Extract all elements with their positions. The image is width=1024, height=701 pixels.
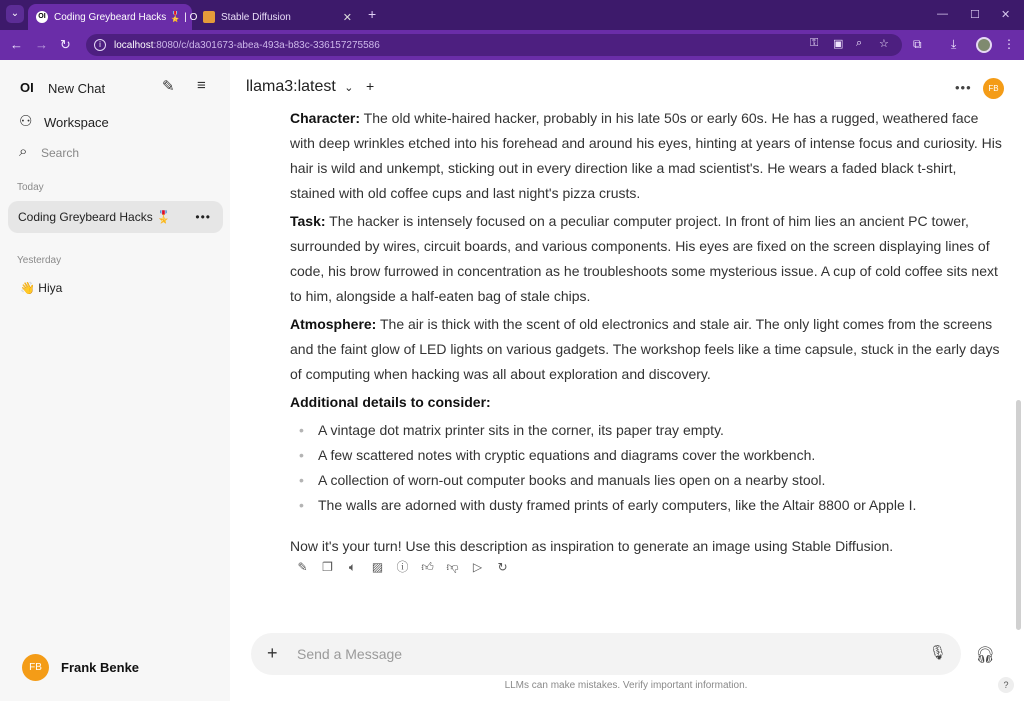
character-paragraph [290,106,1002,206]
address-bar[interactable] [86,34,902,56]
openwebui-favicon-icon: OI [36,11,48,23]
speaker-icon[interactable]: 🔈︎ [348,560,357,574]
chevron-down-icon[interactable]: ⌄ [344,82,354,94]
minimize-icon[interactable]: — [937,8,948,20]
compose-icon[interactable]: ✎ [162,78,175,95]
chat-options-icon[interactable]: ••• [195,210,211,224]
task-text: The hacker is intensely focused on a peculiar computer project. In front of him lies an ancient PC tower, surrounded by wires, circuit boards, and various components. His eyes are fixed on the screen displaying lines of code, his brow furrowed in concentration as he troubleshoots some mysterious issue. A cup of cold coffee sits next to him, alongside a half-eaten bag of stale chips. [290,213,998,304]
password-key-icon[interactable]: ⚿ [810,37,819,49]
tab-close-icon[interactable]: ✕ [342,11,352,24]
sidebar-toggle-icon[interactable]: ≡ [197,77,206,94]
chat-item-coding-greybeard[interactable] [8,201,223,233]
workspace-icon: ⚇ [19,113,33,130]
microphone-icon[interactable]: 🎙︎ [929,644,947,660]
url-host: localhost [114,39,154,51]
brand-logo[interactable]: OI [20,80,34,95]
message-composer [251,633,961,675]
chat-item-label: Coding Greybeard Hacks 🎖️ [18,210,172,224]
message-input[interactable] [297,643,897,665]
details-list [290,418,1002,518]
user-name: Frank Benke [61,660,140,675]
browser-tab-bar [0,0,1024,30]
thumbs-up-icon[interactable]: 👍︎ [421,560,434,574]
model-name: llama3:latest [246,78,336,95]
tab-title: Coding Greybeard Hacks 🎖️ | O [54,11,198,23]
user-menu[interactable] [22,654,139,681]
message-actions [295,560,510,575]
forward-icon[interactable]: → [35,37,48,52]
atmosphere-label: Atmosphere: [290,316,377,332]
workspace-link[interactable]: Workspace [44,115,109,130]
tab-coding-greybeard[interactable] [28,4,198,30]
list-item: • The walls are adorned with dusty framed prints of early computers, like the Altair 8800 or Apple I. [290,493,1002,518]
new-tab-icon[interactable]: + [368,6,377,22]
sidebar [0,60,230,701]
browser-menu-icon[interactable]: ⋮ [1003,37,1015,51]
header-user-avatar[interactable]: FB [983,78,1004,99]
browser-profile-avatar[interactable] [976,37,992,53]
atmosphere-text: The air is thick with the scent of old electronics and stale air. The only light comes from the screens and the faint glow of LED lights on various gadgets. The workshop feels like a time capsule, stuck in the early days of computing when hacking was all about exploration and discovery. [290,316,1000,382]
details-heading: Additional details to consider: [290,394,491,410]
chat-scrollbar[interactable] [1016,400,1021,630]
assistant-message [290,106,1002,562]
headphones-icon[interactable]: 🎧︎ [975,647,996,664]
copy-icon[interactable]: ❐ [322,560,333,574]
extensions-icon[interactable]: ⧉ [913,37,922,51]
task-paragraph [290,209,1002,309]
help-button[interactable]: ? [998,677,1014,693]
bookmark-star-icon[interactable]: ☆ [879,38,889,50]
stable-diffusion-favicon-icon [203,11,215,23]
model-selector[interactable] [246,78,374,96]
install-app-icon[interactable]: ▣ [833,38,844,50]
search-icon: ⌕ [19,143,28,160]
group-label-today: Today [17,182,44,193]
user-avatar: FB [22,654,49,681]
edit-icon[interactable]: ✎ [297,560,308,574]
regenerate-icon[interactable]: ↻ [497,560,508,574]
play-icon[interactable]: ▷ [472,560,483,574]
more-options-icon[interactable]: ••• [955,80,972,95]
image-icon[interactable]: ▨ [371,560,384,574]
list-item: • A vintage dot matrix printer sits in the corner, its paper tray empty. [290,418,1002,443]
download-icon[interactable]: ⤓ [951,37,957,51]
group-label-yesterday: Yesterday [17,255,62,266]
tab-stable-diffusion[interactable] [195,4,360,30]
chat-item-hiya[interactable]: 👋 Hiya [20,281,63,295]
disclaimer-text: LLMs can make mistakes. Verify important information. [504,680,748,691]
site-info-icon[interactable]: i [94,39,106,51]
list-item: • A few scattered notes with cryptic equations and diagrams cover the workbench. [290,443,1002,468]
url-path: :8080/c/da301673-abea-493a-b83c-336157275586 [153,39,380,51]
add-model-icon[interactable]: + [365,78,375,94]
maximize-icon[interactable]: ☐ [970,9,980,21]
attach-plus-icon[interactable]: + [267,643,278,663]
character-label: Character: [290,110,361,126]
atmosphere-paragraph [290,312,1002,387]
window-close-icon[interactable]: ✕ [1001,9,1011,21]
thumbs-down-icon[interactable]: 👎︎ [446,560,459,574]
back-icon[interactable]: ← [10,37,23,52]
task-label: Task: [290,213,326,229]
open-webui-app [0,60,1024,701]
new-chat-button[interactable]: New Chat [48,81,106,96]
info-icon[interactable]: ⓘ [396,560,409,574]
tab-title: Stable Diffusion [221,11,291,23]
character-text: The old white-haired hacker, probably in his late 50s or early 60s. He has a rugged, weathered face with deep wrinkles etched into his forehead and around his eyes, hinting at years of intense focus and curiosity. His hair is wild and unkempt, sticking out in every direction like a mad scientist's. He wears a faded black t-shirt, stained with old coffee cups and last night's pizza crusts. [290,110,1002,201]
zoom-icon[interactable]: ⌕ [856,37,863,49]
browser-toolbar [0,30,1024,60]
tab-search-icon[interactable]: ⌄ [6,5,24,23]
search-input[interactable]: Search [41,146,80,160]
closing-paragraph: Now it's your turn! Use this description as inspiration to generate an image using Stable Diffusion. [290,538,894,554]
list-item: • A collection of worn-out computer books and manuals lies open on a nearby stool. [290,468,1002,493]
reload-icon[interactable]: ↻ [60,37,71,52]
